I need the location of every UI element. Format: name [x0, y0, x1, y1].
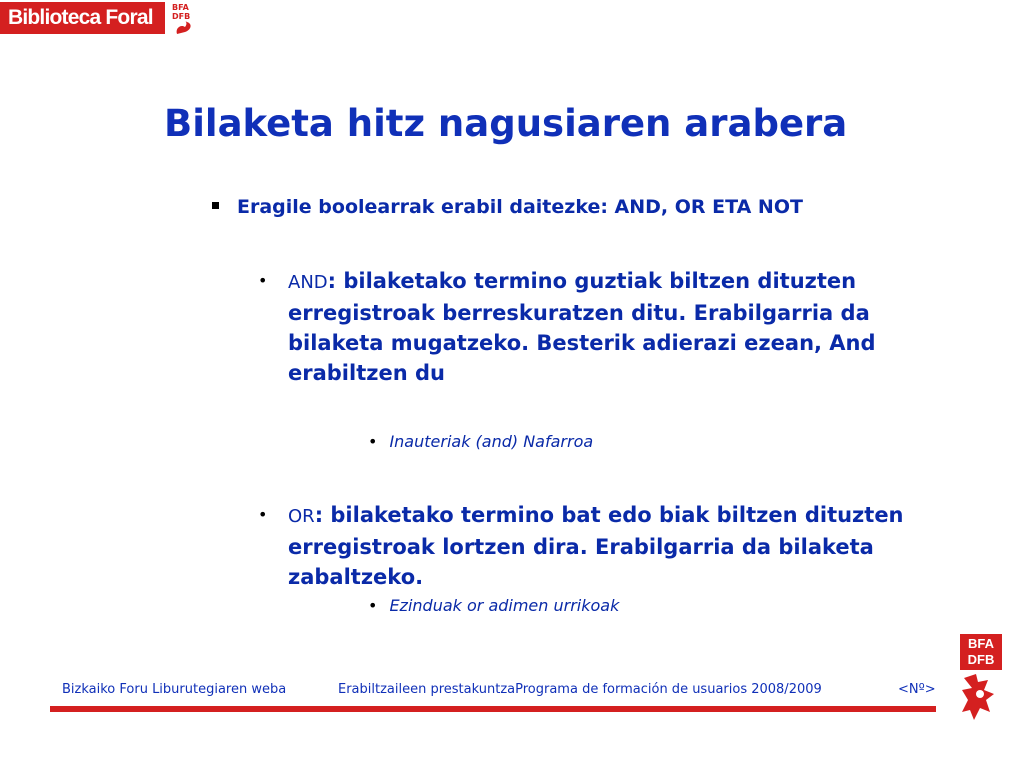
- and-operator-item: [258, 266, 958, 388]
- or-operator-item: [258, 500, 958, 592]
- bfa-dfb-logo: [960, 634, 1002, 726]
- or-text: : bilaketako termino bat edo biak biltzen dituzten erregistroak lortzen dira. Erabilgarria da bilaketa zabaltzeko.: [288, 503, 904, 589]
- and-example: [368, 432, 593, 451]
- footer-left: Bizkaiko Foru Liburutegiaren weba: [62, 682, 287, 697]
- and-example-text: Inauteriak (and) Nafarroa: [389, 432, 594, 451]
- logo-text: Biblioteca Foral: [0, 2, 165, 34]
- logo-bfa-text: BFA: [968, 636, 994, 651]
- main-bullet: [212, 196, 803, 218]
- or-description: [258, 500, 958, 592]
- square-bullet-icon: [212, 202, 219, 209]
- footer-center: Erabiltzaileen prestakuntzaPrograma de formación de usuarios 2008/2009: [338, 682, 822, 697]
- and-description: [258, 266, 958, 388]
- or-keyword: OR: [288, 506, 315, 527]
- and-text: : bilaketako termino guztiak biltzen dituzten erregistroak berreskuratzen ditu. Erabilgarria da bilaketa mugatzeko. Besterik adierazi ezean, And erabiltzen du: [288, 269, 876, 385]
- svg-text:DFB: DFB: [171, 12, 190, 21]
- bullet-dot-icon: •: [258, 505, 268, 524]
- coat-of-arms-icon: [960, 672, 1002, 726]
- main-bullet-text: Eragile boolearrak erabil daitezke: AND, OR ETA NOT: [237, 196, 803, 218]
- page-number: <Nº>: [898, 682, 936, 697]
- and-keyword: AND: [288, 272, 328, 293]
- bullet-dot-icon: •: [258, 271, 268, 290]
- logo-dfb-text: DFB: [967, 652, 995, 667]
- svg-text:BFA: BFA: [171, 3, 189, 12]
- footer-divider: [50, 706, 936, 712]
- or-example-text: Ezinduak or adimen urrikoak: [389, 596, 620, 615]
- bullet-dot-icon: •: [368, 596, 378, 615]
- bullet-dot-icon: •: [368, 432, 378, 451]
- bfa-emblem-icon: [171, 0, 197, 36]
- biblioteca-foral-logo: [0, 0, 197, 36]
- slide-title: Bilaketa hitz nagusiaren arabera: [164, 102, 848, 145]
- or-example: [368, 596, 619, 615]
